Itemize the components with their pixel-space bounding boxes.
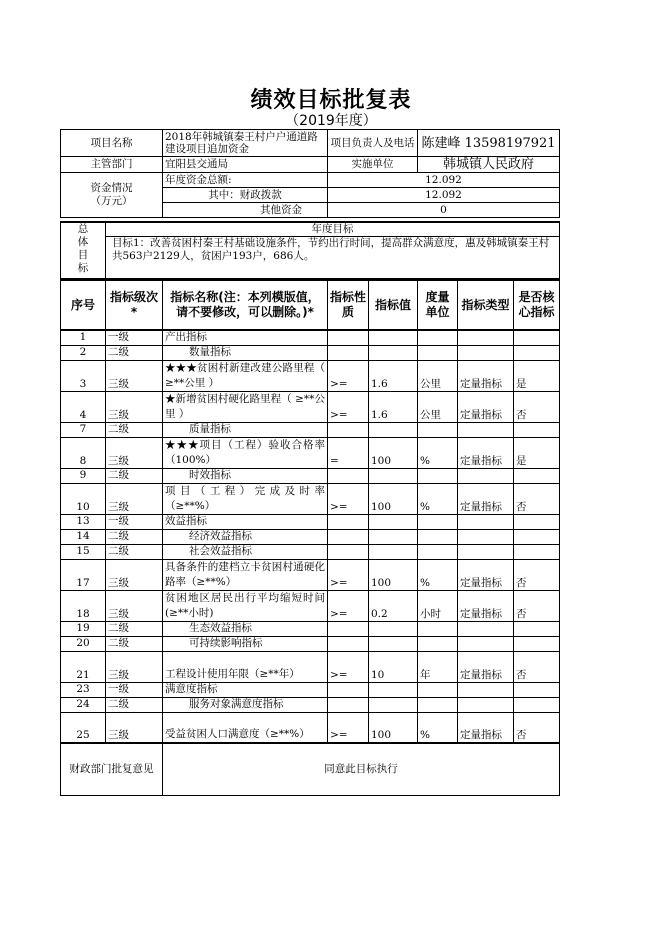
row-nature: >= (328, 559, 369, 590)
col-header-core: 是否核心指标 (514, 280, 560, 330)
col-header-name: 指标名称(注：本列模版值，请不要修改，可以删除。)* (163, 280, 328, 330)
row-nature: >= (328, 712, 369, 743)
table-row (61, 529, 560, 544)
row-nature (328, 514, 369, 529)
row-type: 定量指标 (458, 559, 514, 590)
goal-header: 年度目标 (106, 222, 560, 237)
row-level: 二级 (106, 621, 163, 636)
indicator-table (60, 279, 560, 796)
row-level: 二级 (106, 544, 163, 559)
row-name: 产出指标 (163, 330, 328, 345)
row-nature: >= (328, 391, 369, 422)
row-nature (328, 345, 369, 360)
row-no: 25 (61, 712, 106, 743)
table-row (61, 483, 560, 514)
row-type (458, 682, 514, 697)
row-no: 7 (61, 422, 106, 437)
row-level: 一级 (106, 330, 163, 345)
row-core (514, 697, 560, 712)
row-no: 21 (61, 651, 106, 682)
row-no: 24 (61, 697, 106, 712)
goal-table (60, 221, 560, 279)
row-nature (328, 422, 369, 437)
row-core (514, 514, 560, 529)
row-unit (418, 621, 458, 636)
row-name: 贫困地区居民出行平均缩短时间(≥**小时) (163, 590, 328, 621)
row-level: 二级 (106, 422, 163, 437)
row-type (458, 621, 514, 636)
row-name: 质量指标 (163, 422, 328, 437)
row-unit (418, 636, 458, 651)
row-nature (328, 697, 369, 712)
row-type (458, 330, 514, 345)
row-level: 三级 (106, 437, 163, 468)
row-level: 二级 (106, 345, 163, 360)
row-no: 3 (61, 360, 106, 391)
row-type: 定量指标 (458, 712, 514, 743)
row-type: 定量指标 (458, 590, 514, 621)
row-type: 定量指标 (458, 651, 514, 682)
row-type (458, 697, 514, 712)
row-no: 20 (61, 636, 106, 651)
row-type (458, 636, 514, 651)
row-core (514, 544, 560, 559)
table-row (61, 636, 560, 651)
row-value: 0.2 (369, 590, 418, 621)
row-level: 二级 (106, 697, 163, 712)
row-value: 100 (369, 559, 418, 590)
row-value: 100 (369, 712, 418, 743)
row-nature: = (328, 437, 369, 468)
row-nature: >= (328, 360, 369, 391)
row-unit (418, 529, 458, 544)
row-unit (418, 468, 458, 483)
row-value (369, 330, 418, 345)
row-level: 一级 (106, 682, 163, 697)
row-no: 19 (61, 621, 106, 636)
row-level: 二级 (106, 636, 163, 651)
owner-label: 项目负责人及电话 (328, 130, 418, 157)
row-value (369, 621, 418, 636)
row-nature (328, 621, 369, 636)
row-unit: % (418, 437, 458, 468)
row-no: 1 (61, 330, 106, 345)
row-unit (418, 697, 458, 712)
row-core: 否 (514, 483, 560, 514)
row-no: 4 (61, 391, 106, 422)
row-level: 三级 (106, 712, 163, 743)
table-row (61, 651, 560, 682)
row-name: 服务对象满意度指标 (163, 697, 328, 712)
row-core (514, 330, 560, 345)
row-value (369, 697, 418, 712)
row-nature (328, 529, 369, 544)
row-value: 100 (369, 483, 418, 514)
row-core: 否 (514, 651, 560, 682)
fiscal-label: 其中：财政拨款 (163, 188, 328, 203)
row-nature (328, 544, 369, 559)
row-core (514, 529, 560, 544)
row-name: ★★★贫困村新建改建公路里程（ ≥**公里 ） (163, 360, 328, 391)
row-no: 15 (61, 544, 106, 559)
table-row (61, 422, 560, 437)
row-no: 23 (61, 682, 106, 697)
approval-text: 同意此目标执行 (163, 743, 560, 795)
row-value: 1.6 (369, 360, 418, 391)
row-type: 定量指标 (458, 360, 514, 391)
row-value (369, 468, 418, 483)
row-nature: >= (328, 483, 369, 514)
row-value (369, 514, 418, 529)
row-core: 是 (514, 437, 560, 468)
table-row (61, 559, 560, 590)
row-name: ★新增贫困村硬化路里程（ ≥**公里 ） (163, 391, 328, 422)
row-unit: % (418, 483, 458, 514)
row-type: 定量指标 (458, 437, 514, 468)
row-core: 否 (514, 712, 560, 743)
row-nature: >= (328, 651, 369, 682)
row-type (458, 468, 514, 483)
row-no: 10 (61, 483, 106, 514)
col-header-level: 指标级次* (106, 280, 163, 330)
row-core: 否 (514, 590, 560, 621)
row-type: 定量指标 (458, 391, 514, 422)
row-type (458, 345, 514, 360)
row-level: 三级 (106, 651, 163, 682)
row-name: 受益贫困人口满意度（≥**%） (163, 712, 328, 743)
col-header-type: 指标类型 (458, 280, 514, 330)
row-no: 9 (61, 468, 106, 483)
impl-label: 实施单位 (328, 157, 418, 173)
row-nature (328, 330, 369, 345)
table-row (61, 468, 560, 483)
row-unit (418, 514, 458, 529)
table-row (61, 437, 560, 468)
row-name: 效益指标 (163, 514, 328, 529)
row-name: 具备条件的建档立卡贫困村通硬化路率（≥**%） (163, 559, 328, 590)
row-level: 三级 (106, 483, 163, 514)
table-row (61, 590, 560, 621)
row-unit: 公里 (418, 360, 458, 391)
row-no: 13 (61, 514, 106, 529)
row-name: 时效指标 (163, 468, 328, 483)
dept-value: 宜阳县交通局 (163, 157, 328, 173)
other-label: 其他资金 (163, 203, 328, 218)
row-type (458, 514, 514, 529)
row-name: 工程设计使用年限（≥**年） (163, 651, 328, 682)
row-value (369, 544, 418, 559)
row-type: 定量指标 (458, 483, 514, 514)
table-row (61, 514, 560, 529)
row-nature (328, 682, 369, 697)
table-row (61, 712, 560, 743)
row-no: 2 (61, 345, 106, 360)
row-nature (328, 468, 369, 483)
row-unit (418, 330, 458, 345)
owner-value: 陈建峰 13598197921 (418, 130, 560, 157)
col-header-unit: 度量单位 (418, 280, 458, 330)
row-nature (328, 636, 369, 651)
fiscal-value: 12.092 (328, 188, 560, 203)
total-label: 年度资金总额: (163, 173, 328, 188)
table-row (61, 621, 560, 636)
page-subtitle: （2019年度） (285, 113, 377, 129)
table-row (61, 682, 560, 697)
row-value (369, 636, 418, 651)
row-level: 三级 (106, 590, 163, 621)
row-level: 三级 (106, 559, 163, 590)
row-value (369, 529, 418, 544)
row-value (369, 682, 418, 697)
row-unit: 公里 (418, 391, 458, 422)
col-header-value: 指标值 (369, 280, 418, 330)
row-unit: % (418, 712, 458, 743)
table-row (61, 330, 560, 345)
other-value: 0 (328, 203, 560, 218)
goal-text: 目标1：改善贫困村秦王村基础设施条件，节约出行时间，提高群众满意度，惠及韩城镇秦王村共563户2129人，贫困户193户，686人。 (106, 237, 560, 279)
row-name: 数量指标 (163, 345, 328, 360)
row-name: 经济效益指标 (163, 529, 328, 544)
row-core (514, 345, 560, 360)
row-no: 14 (61, 529, 106, 544)
row-core: 否 (514, 559, 560, 590)
page-title: 绩效目标批复表 (250, 88, 412, 113)
row-no: 18 (61, 590, 106, 621)
info-table (60, 129, 560, 218)
table-row (61, 360, 560, 391)
row-level: 一级 (106, 514, 163, 529)
project-name-label: 项目名称 (61, 130, 163, 157)
row-unit (418, 544, 458, 559)
row-core (514, 621, 560, 636)
table-row (61, 697, 560, 712)
row-nature: >= (328, 590, 369, 621)
row-unit: 小时 (418, 590, 458, 621)
row-value: 100 (369, 437, 418, 468)
approval-label: 财政部门批复意见 (61, 743, 163, 795)
total-value: 12.092 (328, 173, 560, 188)
row-no: 8 (61, 437, 106, 468)
row-level: 三级 (106, 391, 163, 422)
row-name: 满意度指标 (163, 682, 328, 697)
row-level: 三级 (106, 360, 163, 391)
row-level: 二级 (106, 468, 163, 483)
row-unit (418, 682, 458, 697)
row-name: 生态效益指标 (163, 621, 328, 636)
table-row (61, 345, 560, 360)
row-value (369, 345, 418, 360)
impl-value: 韩城镇人民政府 (418, 157, 560, 173)
row-core (514, 682, 560, 697)
row-name: 可持续影响指标 (163, 636, 328, 651)
row-no: 17 (61, 559, 106, 590)
project-name-value: 2018年韩城镇秦王村户户通道路建设项目追加资金 (163, 130, 328, 157)
funds-label: 资金情况（万元） (61, 173, 163, 218)
row-name: ★★★项目（工程）验收合格率 （100%） (163, 437, 328, 468)
row-core (514, 468, 560, 483)
row-type (458, 529, 514, 544)
col-header-nature: 指标性质 (328, 280, 369, 330)
row-type (458, 544, 514, 559)
row-name: 项目（工程）完成及时率（≥**%） (163, 483, 328, 514)
row-level: 二级 (106, 529, 163, 544)
row-core: 是 (514, 360, 560, 391)
table-row (61, 391, 560, 422)
col-header-no: 序号 (61, 280, 106, 330)
table-row (61, 544, 560, 559)
row-value: 1.6 (369, 391, 418, 422)
goal-side-label: 总体目标 (61, 222, 106, 279)
row-name: 社会效益指标 (163, 544, 328, 559)
row-unit (418, 422, 458, 437)
row-value: 10 (369, 651, 418, 682)
row-core: 否 (514, 391, 560, 422)
dept-label: 主管部门 (61, 157, 163, 173)
row-type (458, 422, 514, 437)
row-unit (418, 345, 458, 360)
row-core (514, 422, 560, 437)
row-core (514, 636, 560, 651)
row-value (369, 422, 418, 437)
row-unit: % (418, 559, 458, 590)
row-unit: 年 (418, 651, 458, 682)
